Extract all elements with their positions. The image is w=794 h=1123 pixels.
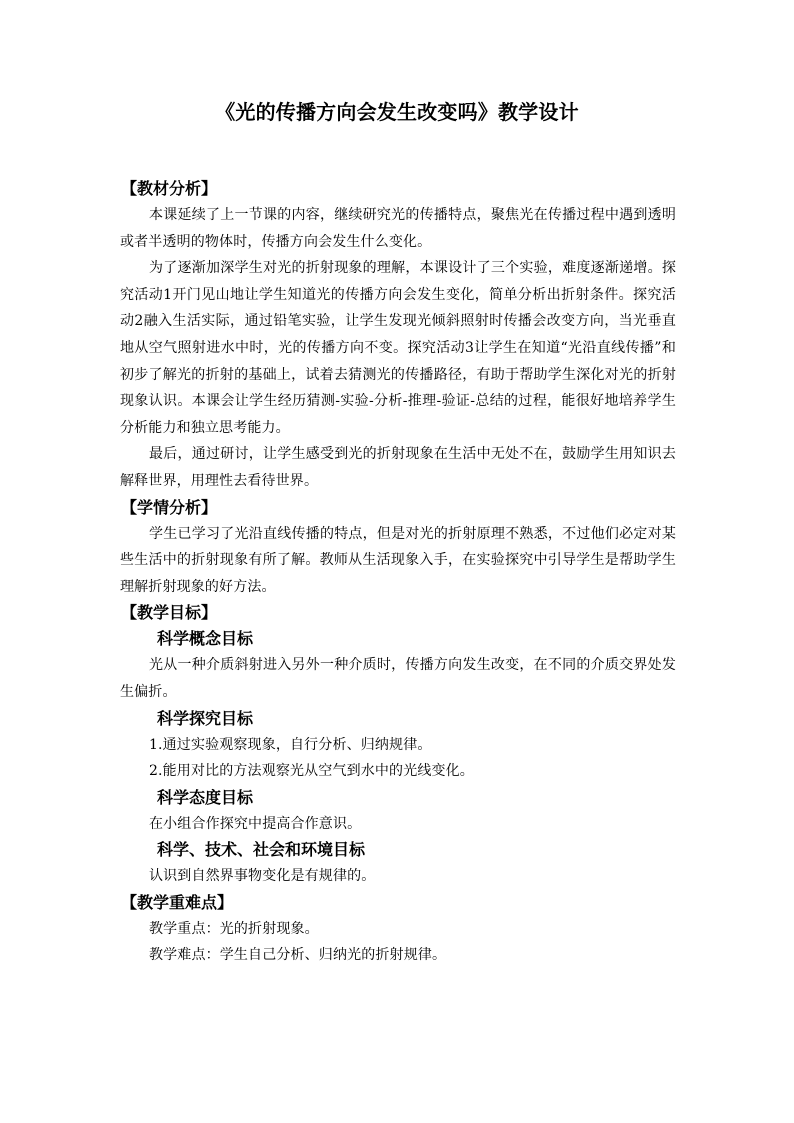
subheading-inquiry-goal: 科学探究目标: [157, 708, 254, 728]
key-point-text: 教学重点：光的折射现象。: [149, 920, 319, 937]
document-title: 《光的传播方向会发生改变吗》教学设计: [215, 100, 579, 124]
subheading-stse-goal: 科学、技术、社会和环境目标: [157, 840, 366, 860]
goal-text: 2.能用对比的方法观察光从空气到水中的光线变化。: [149, 763, 474, 780]
paragraph: 最后，通过研讨，让学生感受到光的折射现象在生活中无处不在，鼓励学生用知识去解释世界，用理性去看待世界。: [120, 446, 676, 489]
goal-text: 认识到自然界事物变化是有规律的。: [149, 868, 376, 885]
paragraph: 学生已学习了光沿直线传播的特点，但是对光的折射原理不熟悉，不过他们必定对某些生活中的折射现象有所了解。教师从生活现象入手，在实验探究中引导学生是帮助学生理解折射现象的好方法。: [120, 525, 676, 595]
section-heading-material-analysis: 【教材分析】: [121, 179, 218, 198]
goal-text: 光从一种介质斜射进入另外一种介质时，传播方向发生改变，在不同的介质交界处发生偏折。: [120, 657, 676, 700]
paragraph: 为了逐渐加深学生对光的折射现象的理解，本课设计了三个实验，难度逐渐递增。探究活动1开门见山地让学生知道光的传播方向会发生变化，简单分析出折射条件。探究活动2融入生活实际，通过铅笔实验，让学生发现光倾斜照射时传播会改变方向，当光垂直地从空气照射进水中时，光的传播方向不变。探究活动3让学生在知道“光沿直线传播”和初步了解光的折射的基础上，试着去猜测光的传播路径，有助于帮助学生深化对光的折射现象认识。本课会让学生经历猜测-实验-分析-推理-验证-总结的过程，能很好地培养学生分析能力和独立思考能力。: [120, 260, 676, 436]
goal-text: 在小组合作探究中提高合作意识。: [149, 815, 362, 832]
subheading-attitude-goal: 科学态度目标: [157, 787, 254, 807]
goal-text: 1.通过实验观察现象，自行分析、归纳规律。: [149, 736, 432, 753]
paragraph: 本课延续了上一节课的内容，继续研究光的传播特点，聚焦光在传播过程中遇到透明或者半透明的物体时，传播方向会发生什么变化。: [120, 207, 676, 250]
section-heading-student-analysis: 【学情分析】: [121, 497, 218, 517]
document-body: [120, 176, 676, 969]
section-heading-key-points: 【教学重难点】: [121, 892, 234, 912]
subheading-concept-goal: 科学概念目标: [157, 629, 254, 649]
section-heading-teaching-goals: 【教学目标】: [121, 603, 218, 623]
difficulty-text: 教学难点：学生自己分析、归纳光的折射规律。: [149, 947, 447, 964]
